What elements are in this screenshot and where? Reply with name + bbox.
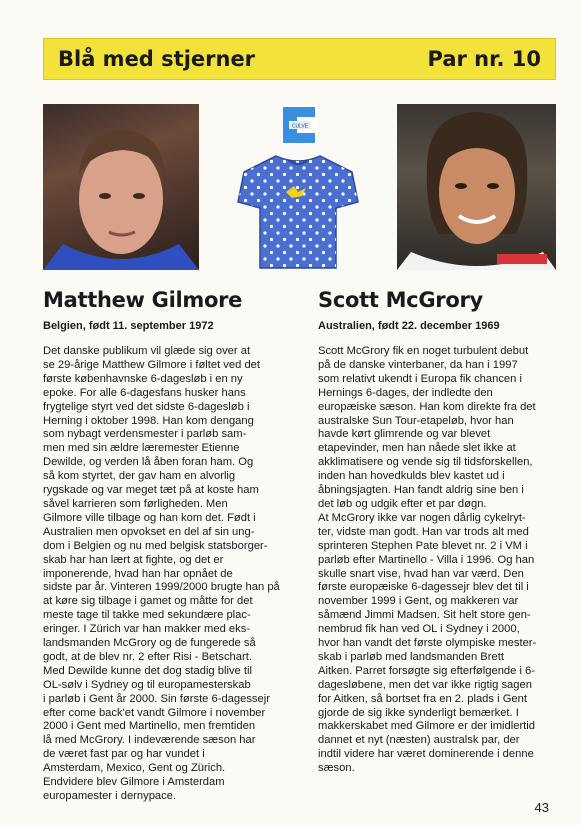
portrait-right-illustration [397,104,556,270]
rider-photo-left [43,104,199,270]
rider-photo-right [397,104,556,270]
rider-name-right: Scott McGrory [318,288,483,312]
rider-bio-right: Scott McGrory fik en noget turbulent debut på de danske vinterbaner, da han i 1997 som relativt ukendt i Europa fik chancen i Hernings 6-dages, der indledte den europæiske sæson. Han kom direkte fra det australske Sun Tour-etapeløb, hvor han havde kørt glimrende og var blevet etapevinder, men han nåede slet ikke at akklimatisere og vende sig til tidsforskellen, inden han hovedkulds blev kastet ud i åbningsjagten. Han fandt aldrig sine ben i det løb og udgik efter et par døgn. At McGrory ikke var nogen dårlig cykelryt- ter, vidste man godt. Han var trods alt med sprinteren Stephen Pate blevet nr. 2 i VM i parløb efter Martinello - Villa i 1996. Og han skulle snart vise, hvad han var værd. Den første europæiske 6-dagessejr blev det til i november 1999 i Gent, og makkeren var såmænd Jimmi Madsen. Sit helt store gen- nembrud fik han ved OL i Sydney i 2000, hvor han vandt det første olympiske mester- skab i parløb med landsmanden Brett Aitken. Parret forsøgte sig efterfølgende i 6- dagesløbene, men det var ikke rigtig sagen for Aitken, så bortset fra en 2. plads i Gent gjorde de sig ikke synderligt bemærket. I makkerskabet med Gilmore er der imidlertid dannet et nyt (næsten) australsk par, der indtil videre har været dominerende i denne sæson. [318,345,537,775]
portrait-left-illustration [43,104,199,270]
team-logo [279,105,319,145]
rider-birth-left: Belgien, født 11. september 1972 [43,320,214,332]
rider-bio-left: Det danske publikum vil glæde sig over at se 29-årige Matthew Gilmore i føltet ved det første københavnske 6-dagesløb i en ny epoke. For alle 6-dagesfans husker hans frygtelige styrt ved det sidste 6-dagesløb i Herning i oktober 1998. Han kom dengang som nybagt verdensmester i parløb sam- men med sin ældre læremester Etienne Dewilde, og verden lå åben foran ham. Og så kom styrtet, der gav ham en alvorlig rygskade og var meget tæt på at koste ham såvel karrieren som førligheden. Men Gilmore ville tilbage og han kom det. Født i Australien men opvokset en del af sin ung- dom i Belgien og nu med belgisk statsborger- skab har han lært at fighte, og det er imponerende, hvad han har opnået de sidste par år. Vinteren 1999/2000 brugte han på at køre sig tilbage i gamet og måtte for det meste tage til takke med sekundære plac- eringer. I Zürich var han makker med eks- landsmanden McGrory og de fungerede så godt, at de blev nr. 2 efter Risi - Betschart. Med Dewilde kunne det dog stadig blive til OL-sølv i Sydney og til europamesterskab i parløb i Gent år 2000. Sin første 6-dagessejr efter come back'et vandt Gilmore i november 2000 i Gent med Martinello, men fremtiden lå med McGrory. I indeværende sæson har de været fast par og har vundet i Amsterdam, Mexico, Gent og Zürich. Endvidere blev Gilmore i Amsterdam europamester i dernypace. [43,345,280,802]
title-bar [43,38,556,80]
pair-number: Par nr. 10 [427,47,541,71]
rider-name-left: Matthew Gilmore [43,288,243,312]
page-title: Blå med stjerner [58,47,256,71]
page-number: 43 [534,800,549,815]
rider-birth-right: Australien, født 22. december 1969 [318,320,500,332]
jersey-illustration [236,152,360,270]
logo-text: CULVE [291,123,309,130]
